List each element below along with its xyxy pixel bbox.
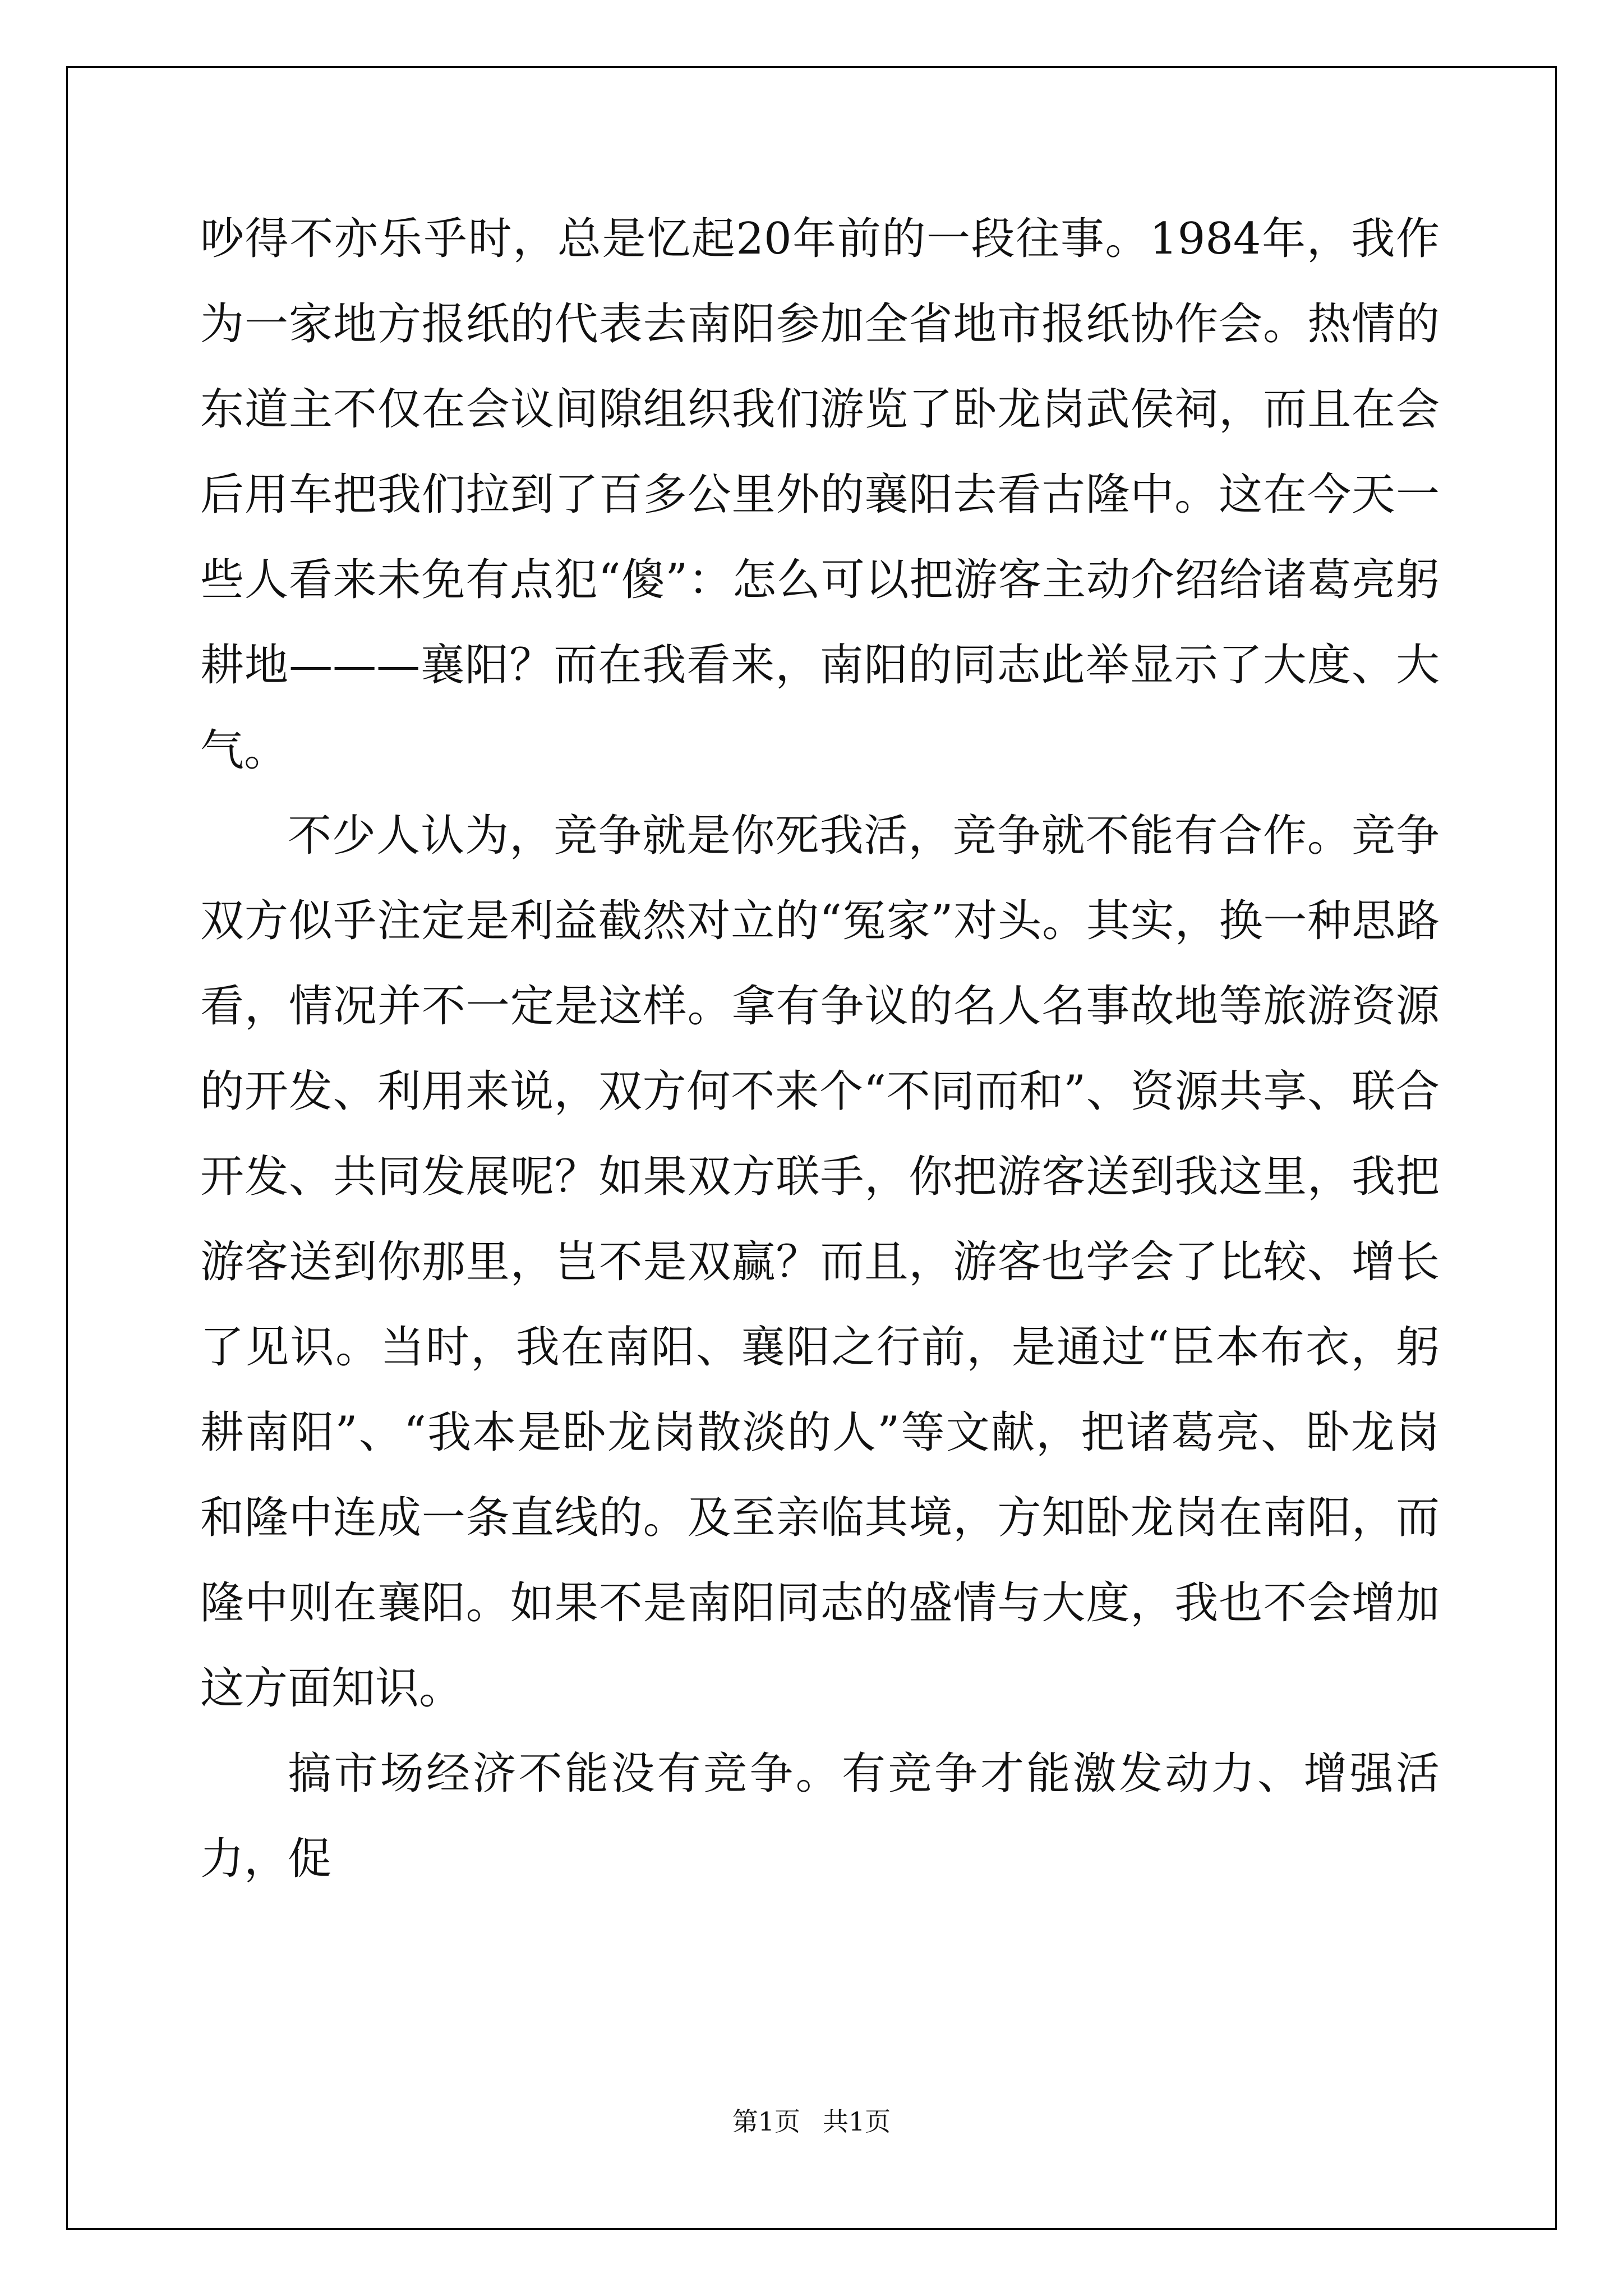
paragraph-1: 吵得不亦乐乎时，总是忆起20年前的一段往事。1984年，我作为一家地方报纸的代表去南阳参加全省地市报纸协作会。热情的东道主不仅在会议间隙组织我们游览了卧龙岗武侯祠，而且在会后用车把我们拉到了百多公里外的襄阳去看古隆中。这在今天一些人看来未免有点犯“傻”：怎么可以把游客主动介绍给诸葛亮躬耕地———襄阳？而在我看来，南阳的同志此举显示了大度、大气。 — [200, 214, 1440, 776]
page-footer — [0, 2105, 1623, 2138]
paragraph-3: 搞市场经济不能没有竞争。有竞争才能激发动力、增强活力，促 — [200, 1749, 1440, 1884]
document-body — [200, 196, 1440, 1902]
total-pages-label: 共1页 — [823, 2106, 891, 2137]
paragraph-2: 不少人认为，竞争就是你死我活，竞争就不能有合作。竞争双方似乎注定是利益截然对立的“冤家”对头。其实，换一种思路看，情况并不一定是这样。拿有争议的名人名事故地等旅游资源的开发、利用来说，双方何不来个“不同而和”、资源共享、联合开发、共同发展呢？如果双方联手，你把游客送到我这里，我把游客送到你那里，岂不是双赢？而且，游客也学会了比较、增长了见识。当时，我在南阳、襄阳之行前，是通过“臣本布衣，躬耕南阳”、“我本是卧龙岗散淡的人”等文献，把诸葛亮、卧龙岗和隆中连成一条直线的。及至亲临其境，方知卧龙岗在南阳，而隆中则在襄阳。如果不是南阳同志的盛情与大度，我也不会增加这方面知识。 — [200, 811, 1440, 1714]
current-page-label: 第1页 — [732, 2106, 800, 2137]
